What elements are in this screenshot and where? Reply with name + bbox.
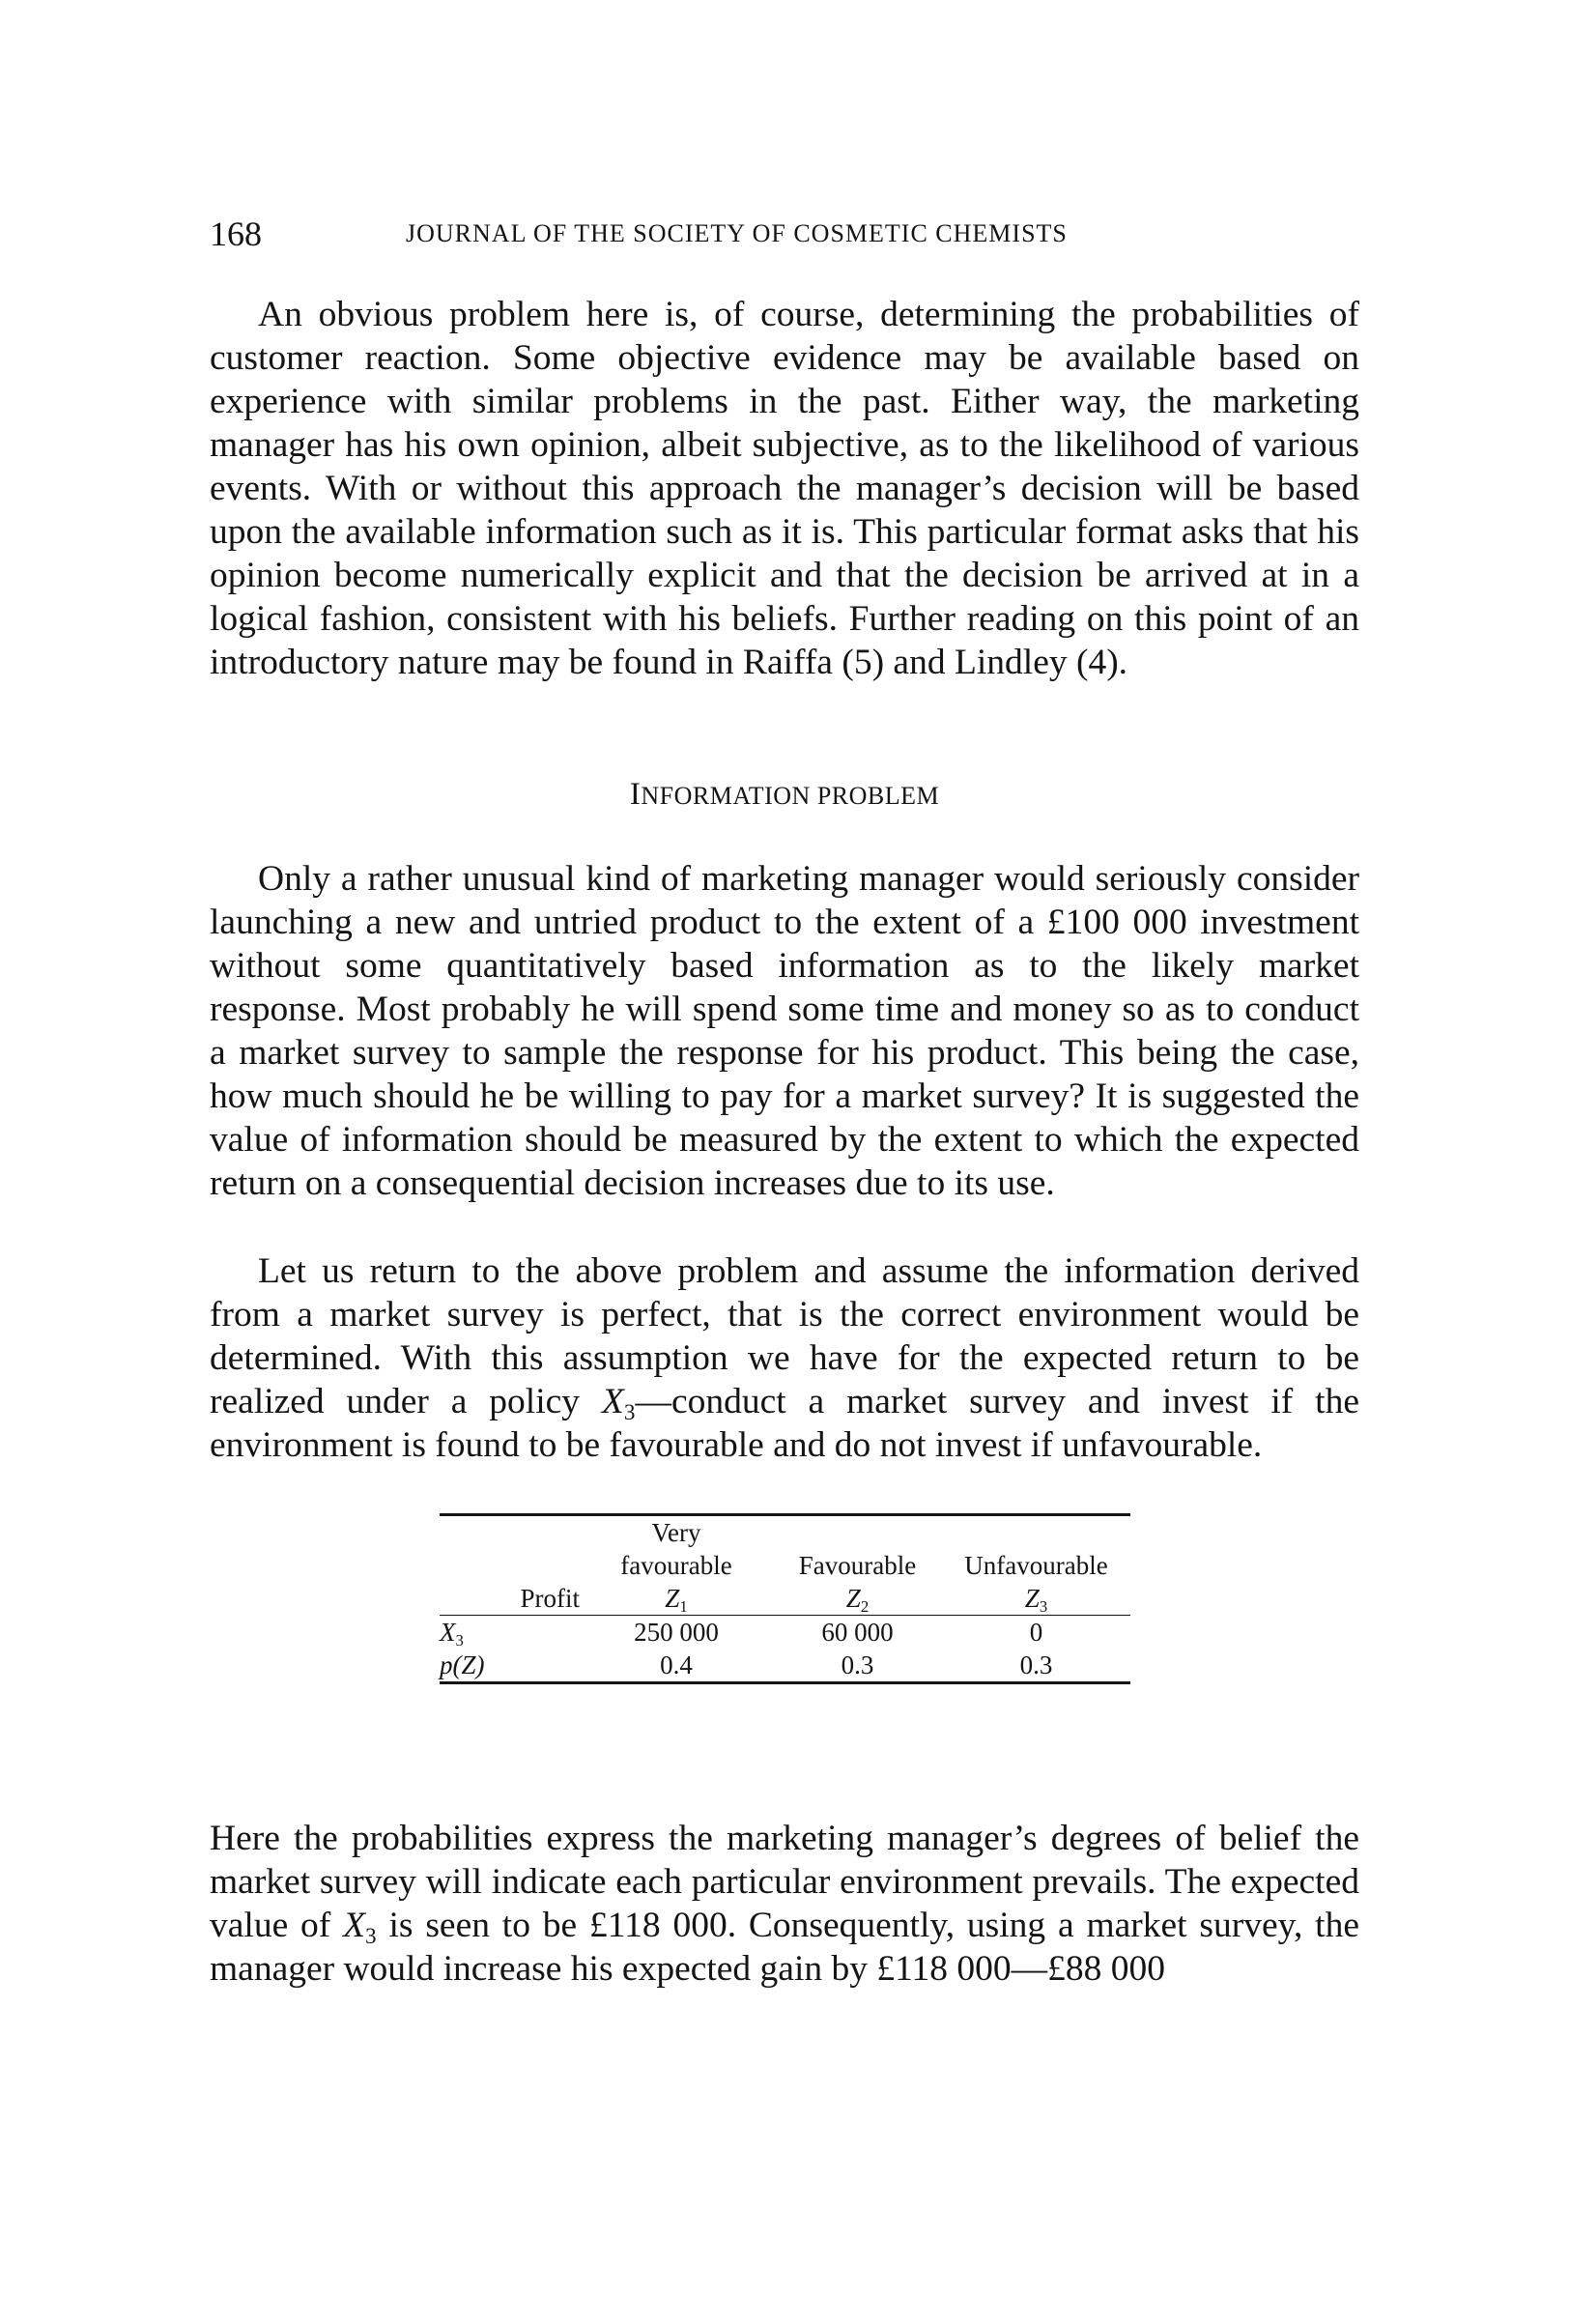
p3-text-before: Let us return to the above problem and assume the information derived from a market survey is perfect, that is the correct environment would be determined. With this assumption we have for the expected return to be realized under a policy [210,1251,1359,1421]
column-header-favourable: Favourable $Z_2$ [798,1551,917,1617]
section-heading [210,773,1359,818]
section-heading-rest: NFORMATION PROBLEM [641,782,940,810]
column-header-unfavourable: Unfavourable $Z_3$ [964,1551,1108,1617]
journal-title: JOURNAL OF THE SOCIETY OF COSMETIC CHEMISTS [406,219,1068,247]
row-label-pz: p(Z) [440,1650,485,1679]
profit-table-grid [440,1516,1130,1681]
table-cell: 60 000 [821,1618,894,1647]
p4-policy-variable: $X_3$ [343,1906,377,1949]
p3-policy-variable: $X_3$ [601,1382,636,1425]
running-head [210,211,1359,259]
table-corner-label: Profit [520,1584,580,1613]
table-row [440,1616,1130,1649]
table-cell: 0.3 [1019,1650,1053,1679]
row-label-x3: $X_3$ [440,1618,464,1650]
profit-table [440,1513,1130,1684]
paragraph-perfect-information [210,1249,1359,1467]
page-number: 168 [210,215,262,253]
table-row [440,1649,1130,1681]
column-header-very-favourable: Very favourable $Z_1$ [620,1518,732,1617]
paragraph-information-problem: Only a rather unusual kind of marketing manager would seriously consider launching a new and untried product to the extent of a £100 000 investment without some quantitatively based information as to the likely market response. Most probably he will spend some time and money so as to conduct a market survey to sample the response for his product. This being the case, how much should he be willing to pay for a market survey? It is suggested the value of information should be measured by the extent to which the expected return on a consequential decision increases due to its use. [210,859,1359,1203]
table-cell: 0 [1029,1618,1043,1647]
p3-text-after: —conduct a market survey and invest if the environment is found to be favourable and do not invest if unfavourable. [210,1382,1359,1465]
table-cell: 0.3 [841,1650,874,1679]
p4-text-before: Here the probabilities express the marketing manager’s degrees of belief the market survey will indicate each particular environment prevails. The expected value of [210,1819,1359,1945]
p4-text-after: is seen to be £118 000. Consequently, using a market survey, the manager would increase his expected gain by £118 000—£88 000 [210,1906,1359,1989]
table-cell: 0.4 [660,1650,693,1679]
table-cell: 250 000 [634,1618,719,1647]
section-heading-initial: I [629,777,642,812]
paragraph-probabilities: An obvious problem here is, of course, determining the probabilities of customer reaction. Some objective evidence may be available based on experience with similar problems in the past. Either way, the marketing manager has his own opinion, albeit subjective, as to the likelihood of various events. With or without this approach the manager’s decision will be based upon the available information such as it is. This particular format asks that his opinion become numerically explicit and that the decision be arrived at in a logical fashion, consistent with his beliefs. Further reading on this point of an introductory nature may be found in Raiffa (5) and Lindley (4). [210,295,1359,682]
table-header-row [440,1516,1130,1615]
table-bottom-rule [440,1681,1130,1684]
paragraph-expected-value [210,1817,1359,1991]
